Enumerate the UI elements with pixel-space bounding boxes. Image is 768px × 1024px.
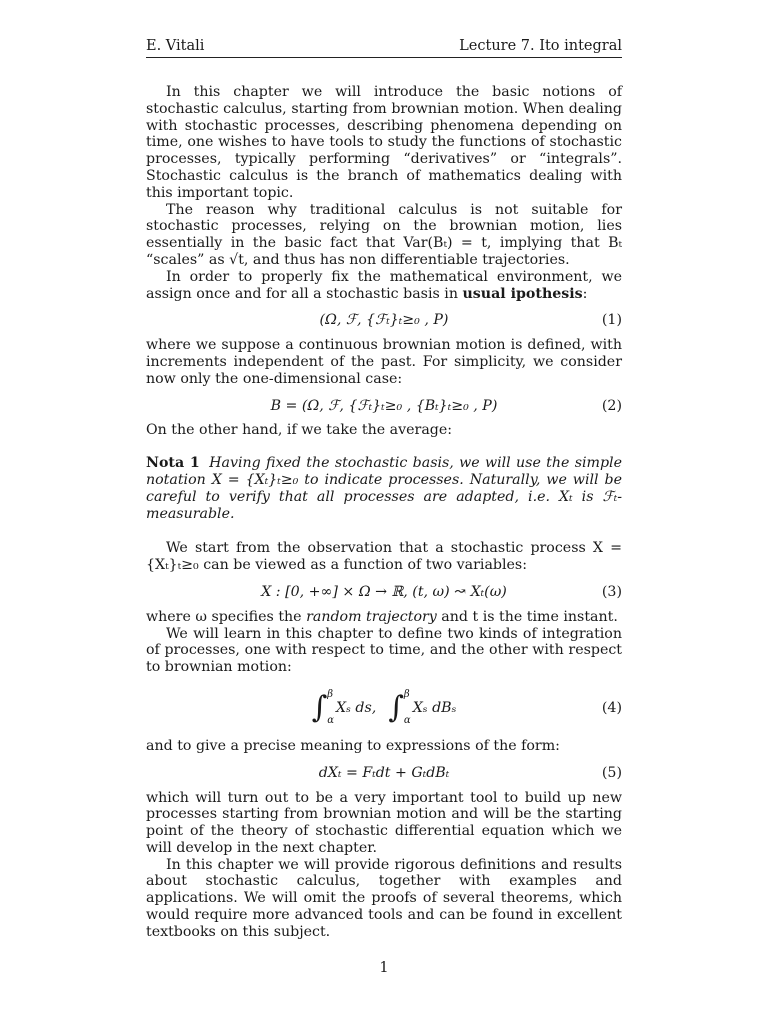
paragraph-tool: which will turn out to be a very important tool to build up new processes starting from brownian motion and will be the starting point of the theory of stochastic differential equation which we will develop in the next chapter. [146,789,622,856]
paragraph-meaning: and to give a precise meaning to expressions of the form: [146,737,560,754]
paragraph-environment: In order to properly fix the mathematical environment, we assign once and for all a stochastic basis in usual ipothesis: [146,268,622,302]
equation-2-body: B = (Ω, ℱ, {ℱₜ}ₜ≥₀ , {Bₜ}ₜ≥₀ , P) [270,397,498,414]
integral-sign-icon: ∫ [388,689,404,725]
page-number: 1 [379,960,389,976]
nota-box [146,455,622,522]
nota-text: Having fixed the stochastic basis, we will use the simple notation X = {Xₜ}ₜ≥₀ to indicate processes. Naturally, we will be careful to verify that all processes are adapted, i.e. Xₜ is ℱₜ-measurable. [146,455,622,522]
equation-1 [146,312,622,329]
integral-time-integrand: Xₛ ds, [336,699,377,716]
paragraph-average: On the other hand, if we take the average: [146,422,453,439]
integral-upper-limit: β [327,688,334,700]
integral-sign-icon: ∫ [311,689,328,725]
paragraph-brownian: where we suppose a continuous brownian motion is defined, with increments independent of the past. For simplicity, we consider now only the one-dimensional case: [146,337,622,387]
paragraph-rigorous: In this chapter we will provide rigorous definitions and results about stochastic calculus, together with examples and applications. We will omit the proofs of several theorems, which would require more advanced tools and can be found in excellent textbooks on this subject. [146,856,622,940]
equation-4 [146,690,622,726]
equation-4-number: (4) [601,699,622,716]
equation-3 [146,584,622,601]
nota-label: Nota 1 [146,455,200,472]
bold-term: usual ipothesis [462,285,583,302]
integral-lower-limit: α [327,714,335,726]
paragraph-integration: We will learn in this chapter to define two kinds of integration of processes, one with respect to time, and the other with respect to brownian motion: [146,625,622,676]
paragraph-observation: We start from the observation that a stochastic process X = {Xₜ}ₜ≥₀ can be viewed as a function of two variables: [146,540,622,574]
running-header [146,38,622,58]
equation-5 [146,765,622,782]
equation-2 [146,398,622,415]
equation-2-number: (2) [601,397,622,414]
page-body [146,84,622,941]
paragraph-intro: In this chapter we will introduce the basic notions of stochastic calculus, starting from brownian motion. When dealing with stochastic processes, describing phenomena depending on time, one wishes to have tools to study the functions of stochastic processes, typically performing “derivatives” or “integrals”. Stochastic calculus is the branch of mathematics dealing with this important topic. [146,84,622,201]
paragraph-reason: The reason why traditional calculus is not suitable for stochastic processes, relying on the brownian motion, lies essentially in the basic fact that Var(Bₜ) = t, implying that Bₜ “scales” as √t, and thus has non differentiable trajectories. [146,201,622,268]
integral-brownian-integrand: Xₛ dBₛ [412,699,457,716]
integral-brownian [388,690,456,726]
equation-1-number: (1) [601,312,622,329]
integral-lower-limit: α [403,714,411,726]
equation-5-number: (5) [601,764,622,781]
header-lecture-title: Lecture 7. Ito integral [459,38,622,54]
equation-5-body: dXₜ = Fₜdt + GₜdBₜ [318,764,450,781]
italic-term: random trajectory [306,608,437,625]
equation-3-number: (3) [601,583,622,600]
equation-3-body: X : [0, +∞] × Ω → ℝ, (t, ω) ↝ Xₜ(ω) [261,583,507,600]
header-author: E. Vitali [146,38,205,54]
integral-time [312,690,377,726]
paragraph-omega: where ω specifies the random trajectory and t is the time instant. [146,608,618,625]
integral-upper-limit: β [403,688,410,700]
equation-1-body: (Ω, ℱ, {ℱₜ}ₜ≥₀ , P) [319,312,449,329]
